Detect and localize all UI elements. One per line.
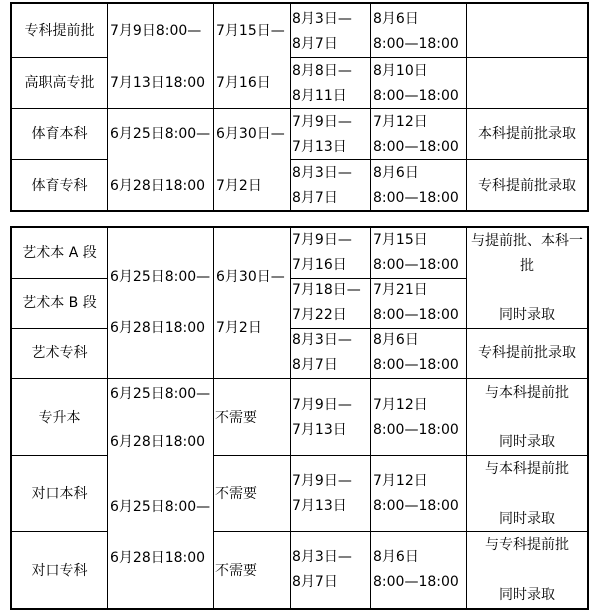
table-1-row-divider	[290, 159, 587, 160]
date-cell: 6月25日8:00—	[110, 126, 211, 142]
time-cell: 7月12日	[373, 473, 428, 489]
table-2-row-divider	[290, 328, 587, 329]
date-cell: 6月30日—	[216, 126, 285, 142]
table-2-col-divider	[290, 228, 291, 608]
date-cell: 6月25日8:00—	[110, 269, 211, 285]
table-1-row-divider	[12, 108, 587, 109]
time-cell: 8月6日	[373, 549, 419, 565]
date-cell: 7月9日8:00—	[110, 23, 202, 39]
schedule-table-1	[10, 2, 589, 212]
table-1-row-divider	[12, 159, 107, 160]
note-cell: 与提前批、本科一	[471, 233, 583, 249]
table-1-col-divider	[370, 4, 371, 210]
date-cell: 6月25日8:00—	[110, 499, 211, 515]
time-cell: 8:00—18:00	[373, 574, 459, 590]
table-1-col-divider	[213, 4, 214, 210]
note-cell: 与本科提前批	[485, 461, 569, 477]
time-cell: 8月6日	[373, 11, 419, 27]
table-1-row-divider	[290, 57, 587, 58]
time-cell: 8:00—18:00	[373, 36, 459, 52]
date-cell: 7月9日—	[292, 397, 352, 413]
time-cell: 8:00—18:00	[373, 190, 459, 206]
date-cell: 8月11日	[292, 88, 347, 104]
category-cell-art-zk: 艺术专科	[31, 345, 88, 361]
category-cell: 体育本科	[31, 126, 88, 142]
category-cell: 体育专科	[31, 178, 88, 194]
category-cell-dk-zk: 对口专科	[31, 563, 88, 579]
time-cell: 8月6日	[373, 165, 419, 181]
date-cell: 7月2日	[216, 178, 262, 194]
date-cell: 6月28日18:00	[110, 434, 206, 450]
table-2-row-divider	[12, 378, 587, 379]
date-cell: 8月3日—	[292, 549, 352, 565]
date-cell: 7月13日	[292, 422, 347, 438]
table-2-row-divider	[12, 531, 107, 532]
table-1-row-divider	[12, 57, 107, 58]
date-cell: 7月13日18:00	[110, 75, 206, 91]
category-cell-dk-bk: 对口本科	[31, 486, 88, 502]
table-2-row-divider	[12, 455, 107, 456]
date-cell: 7月16日	[216, 75, 271, 91]
date-cell: 6月28日18:00	[110, 320, 206, 336]
time-cell: 7月15日	[373, 232, 428, 248]
note-cell: 专科提前批录取	[478, 345, 576, 361]
date-cell: 8月7日	[292, 357, 338, 373]
date-cell: 6月28日18:00	[110, 550, 206, 566]
table-2-row-divider	[213, 455, 587, 456]
date-cell: 6月25日8:00—	[110, 386, 211, 402]
date-cell: 8月3日—	[292, 11, 352, 27]
date-cell: 8月3日—	[292, 332, 352, 348]
date-cell: 7月9日—	[292, 473, 352, 489]
date-cell: 7月13日	[292, 139, 347, 155]
table-2-row-divider	[213, 531, 587, 532]
date-cell: 7月13日	[292, 498, 347, 514]
date-cell: 不需要	[215, 410, 257, 426]
time-cell: 8:00—18:00	[373, 257, 459, 273]
date-cell: 6月28日18:00	[110, 178, 206, 194]
table-2-col-divider	[370, 228, 371, 608]
table-2-row-divider	[12, 278, 107, 279]
date-cell: 7月15日—	[216, 23, 285, 39]
date-cell: 7月2日	[216, 320, 262, 336]
table-2-col-divider	[213, 228, 214, 608]
date-cell: 8月7日	[292, 574, 338, 590]
note-cell: 专科提前批录取	[478, 178, 576, 194]
date-cell: 8月7日	[292, 36, 338, 52]
category-cell: 高职高专批	[24, 75, 95, 91]
date-cell: 不需要	[215, 486, 257, 502]
note-cell: 本科提前批录取	[478, 126, 576, 142]
date-cell: 8月8日—	[292, 63, 352, 79]
time-cell: 7月21日	[373, 282, 428, 298]
date-cell: 6月30日—	[216, 269, 285, 285]
date-cell: 8月7日	[292, 190, 338, 206]
category-cell-zsb: 专升本	[38, 410, 81, 426]
date-cell: 8月3日—	[292, 165, 352, 181]
time-cell: 8:00—18:00	[373, 357, 459, 373]
table-2-row-divider	[12, 328, 107, 329]
note-cell: 与专科提前批	[485, 537, 569, 553]
note-cell: 同时录取	[499, 511, 555, 527]
note-cell: 与本科提前批	[485, 385, 569, 401]
note-cell: 同时录取	[499, 307, 555, 323]
date-cell: 7月16日	[292, 257, 347, 273]
date-cell: 7月18日—	[292, 282, 361, 298]
category-cell-art-b: 艺术本 B 段	[22, 295, 97, 311]
time-cell: 8:00—18:00	[373, 88, 459, 104]
time-cell: 7月12日	[373, 114, 428, 130]
time-cell: 8:00—18:00	[373, 139, 459, 155]
note-cell: 同时录取	[499, 587, 555, 603]
table-2-col-divider	[107, 228, 108, 608]
time-cell: 8:00—18:00	[373, 307, 459, 323]
date-cell: 7月9日—	[292, 232, 352, 248]
time-cell: 8月10日	[373, 63, 428, 79]
category-cell: 专科提前批	[24, 23, 95, 39]
time-cell: 7月12日	[373, 397, 428, 413]
note-cell: 批	[520, 258, 534, 274]
time-cell: 8月6日	[373, 332, 419, 348]
note-cell: 同时录取	[499, 434, 555, 450]
table-1-col-divider	[290, 4, 291, 210]
table-2-row-divider	[290, 278, 466, 279]
date-cell: 7月9日—	[292, 114, 352, 130]
category-cell-art-a: 艺术本 A 段	[22, 245, 97, 261]
date-cell: 7月22日	[292, 307, 347, 323]
schedule-table-2	[10, 226, 589, 610]
table-1-col-divider	[107, 4, 108, 210]
date-cell: 不需要	[215, 563, 257, 579]
time-cell: 8:00—18:00	[373, 422, 459, 438]
time-cell: 8:00—18:00	[373, 498, 459, 514]
